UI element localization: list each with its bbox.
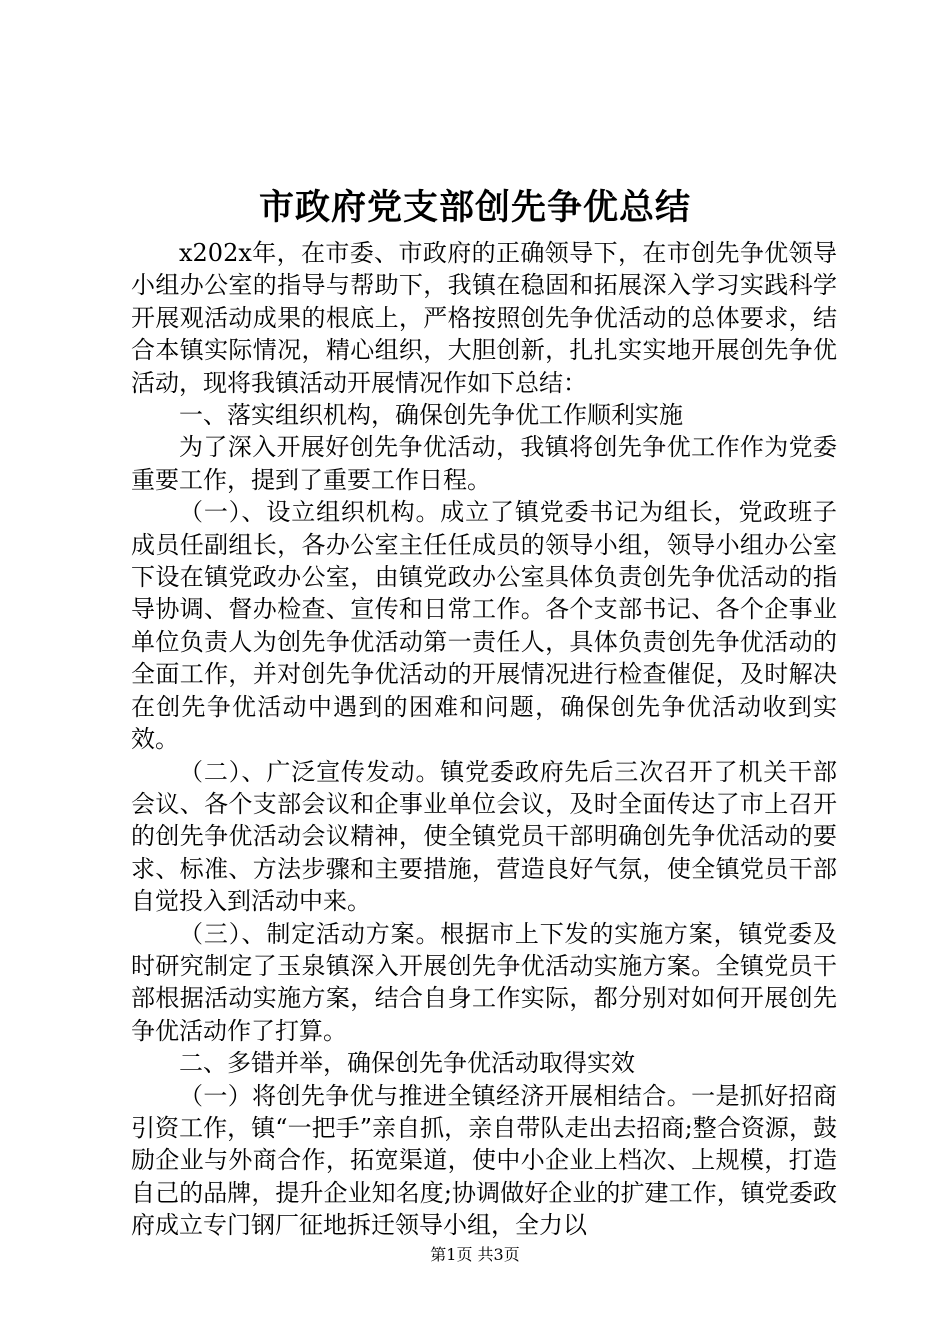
document-body: [131, 237, 837, 1242]
section-heading-1: 一、落实组织机构，确保创先争优工作顺利实施: [179, 401, 683, 430]
section-heading-2: 二、多错并举，确保创先争优活动取得实效: [179, 1049, 635, 1078]
paragraph: （一）、设立组织机构。成立了镇党委书记为组长，党政班子成员任副组长，各办公室主任任成员的领导小组，领导小组办公室下设在镇党政办公室，由镇党政办公室具体负责创先争优活动的指导协调、督办检查、宣传和日常工作。各个支部书记、各个企事业单位负责人为创先争优活动第一责任人，具体负责创先争优活动的全面工作，并对创先争优活动的开展情况进行检查催促，及时解决在创先争优活动中遇到的困难和问题，确保创先争优活动收到实效。: [131, 498, 837, 754]
paragraph: （一）将创先争优与推进全镇经济开展相结合。一是抓好招商引资工作，镇“一把手”亲自抓，亲自带队走出去招商;整合资源，鼓励企业与外商合作，拓宽渠道，使中小企业上档次、上规模，打造自己的品牌，提升企业知名度;协调做好企业的扩建工作，镇党委政府成立专门钢厂征地拆迁领导小组，全力以: [131, 1081, 837, 1240]
page-footer: 第1页 共3页: [430, 1245, 520, 1264]
paragraph-intro: x202x年，在市委、市政府的正确领导下，在市创先争优领导小组办公室的指导与帮助下，我镇在稳固和拓展深入学习实践科学开展观活动成果的根底上，严格按照创先争优活动的总体要求，结合本镇实际情况，精心组织，大胆创新，扎扎实实地开展创先争优活动，现将我镇活动开展情况作如下总结：: [131, 239, 837, 397]
document-title: 市政府党支部创先争优总结: [258, 187, 691, 228]
paragraph: （三）、制定活动方案。根据市上下发的实施方案，镇党委及时研究制定了玉泉镇深入开展创先争优活动实施方案。全镇党员干部根据活动实施方案，结合自身工作实际，都分别对如何开展创先争优活动作了打算。: [131, 919, 837, 1045]
paragraph: 为了深入开展好创先争优活动，我镇将创先争优工作作为党委重要工作，提到了重要工作日程。: [131, 433, 837, 494]
paragraph: （二）、广泛宣传发动。镇党委政府先后三次召开了机关干部会议、各个支部会议和企事业单位会议，及时全面传达了市上召开的创先争优活动会议精神，使全镇党员干部明确创先争优活动的要求、标准、方法步骤和主要措施，营造良好气氛，使全镇党员干部自觉投入到活动中来。: [131, 757, 837, 916]
